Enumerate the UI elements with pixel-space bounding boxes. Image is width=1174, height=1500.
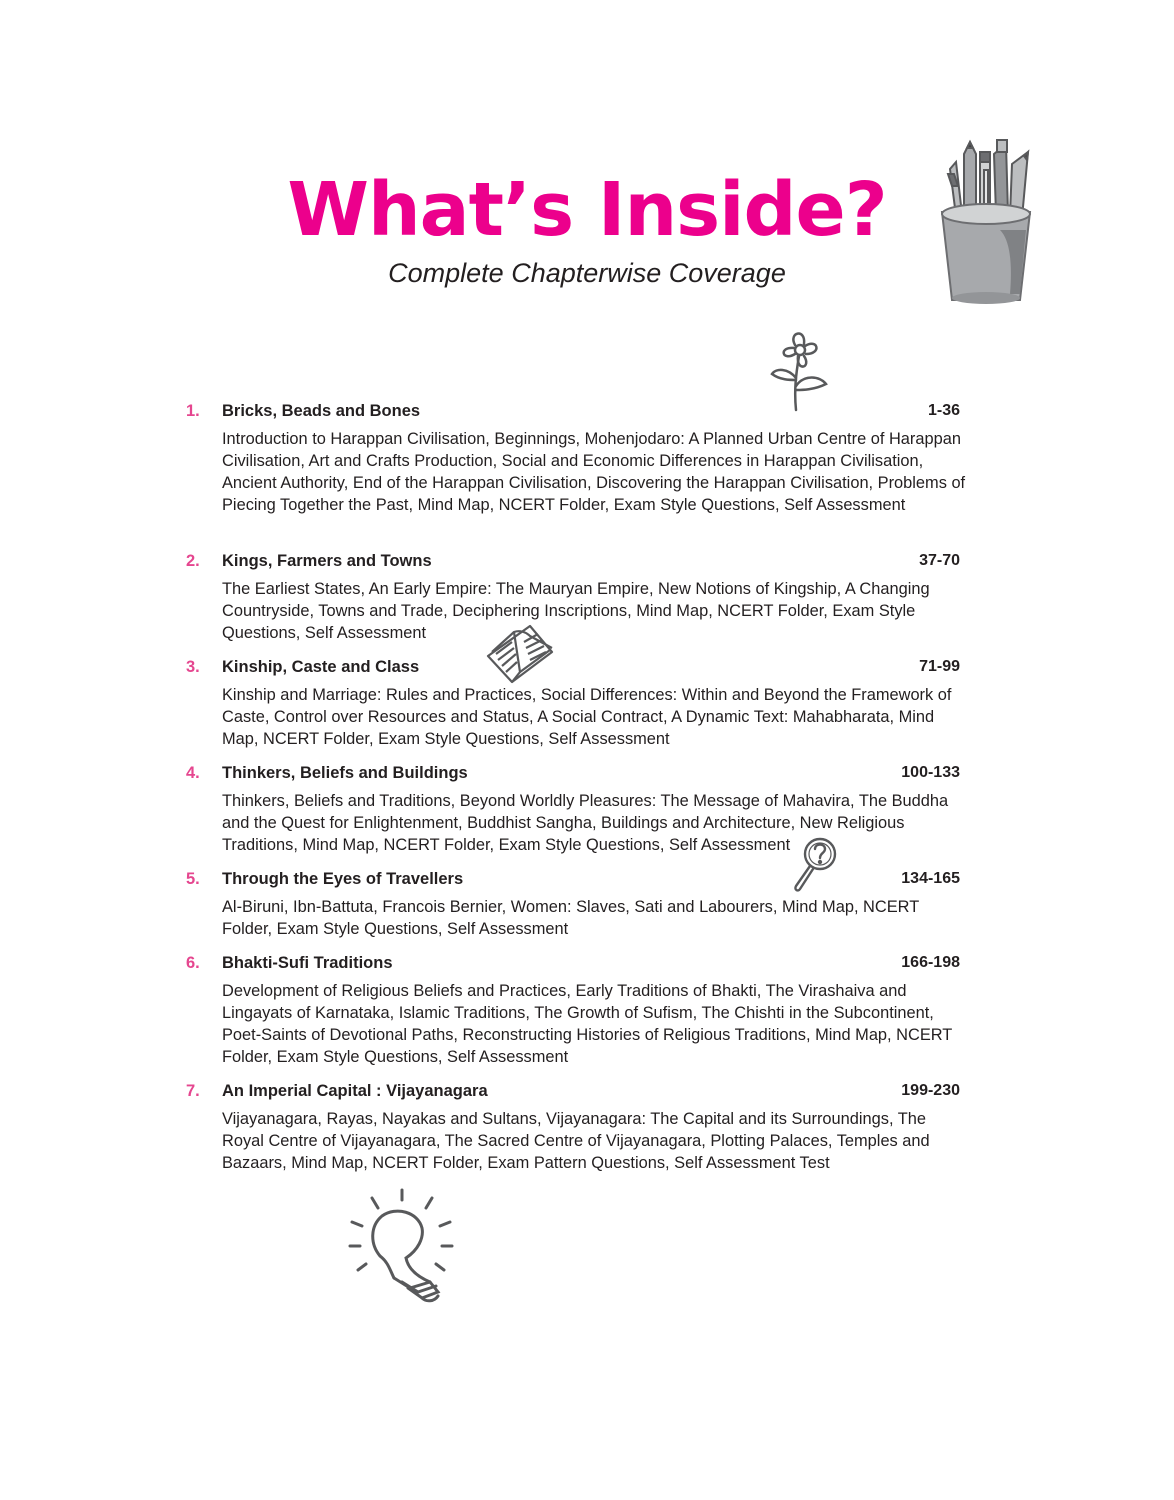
page-subtitle: Complete Chapterwise Coverage [388, 258, 786, 288]
chapter-topics: Al-Biruni, Ibn-Battuta, Francois Bernier, Women: Slaves, Sati and Labourers, Mind Map, NCERT Folder, Exam Style Questions, Self Assessment [222, 898, 919, 938]
chapter-pages: 37-70 [919, 552, 960, 569]
light-bulb-icon [346, 1188, 456, 1304]
page-title: What’s Inside? [287, 167, 887, 253]
chapter-number: 3. [186, 658, 200, 676]
chapter-title: Kings, Farmers and Towns [222, 552, 432, 570]
chapter-number: 2. [186, 552, 200, 570]
chapter-title: An Imperial Capital : Vijayanagara [222, 1082, 488, 1100]
chapter-pages: 134-165 [901, 870, 960, 887]
chapter-pages: 100-133 [901, 764, 960, 781]
chapter-pages: 199-230 [901, 1082, 960, 1099]
chapter-number: 7. [186, 1082, 200, 1100]
chapter-topics: The Earliest States, An Early Empire: The Mauryan Empire, New Notions of Kingship, A Changing Countryside, Towns and Trade, Deciphering Inscriptions, Mind Map, NCERT Folder, Exam Style Questions, Self Assessment [222, 580, 930, 642]
chapter-number: 5. [186, 870, 200, 888]
chapter-topics: Introduction to Harappan Civilisation, Beginnings, Mohenjodaro: A Planned Urban Centre of Harappan Civilisation, Art and Crafts Production, Social and Economic Differences in Harappan Civilisation, Ancient Authority, End of the Harappan Civilisation, Discovering the Harappan Civilisation, Problems of Piecing Together the Past, Mind Map, NCERT Folder, Exam Style Questions, Self Assessment [222, 430, 966, 514]
chapter-title: Kinship, Caste and Class [222, 658, 420, 676]
flower-icon [766, 330, 832, 414]
chapter-topics: Vijayanagara, Rayas, Nayakas and Sultans, Vijayanagara: The Capital and its Surroundings, The Royal Centre of Vijayanagara, The Sacred Centre of Vijayanagara, Plotting Palaces, Temples and Bazaars, Mind Map, NCERT Folder, Exam Pattern Questions, Self Assessment Test [222, 1110, 930, 1172]
chapter-title: Through the Eyes of Travellers [222, 870, 464, 888]
chapter-topics: Development of Religious Beliefs and Practices, Early Traditions of Bhakti, The Virashaiva and Lingayats of Karnataka, Islamic Traditions, The Growth of Sufism, The Chishti in the Subcontinent, Poet-Saints of Devotional Paths, Reconstructing Histories of Religious Traditions, Mind Map, NCERT Folder, Exam Style Questions, Self Assessment [222, 982, 953, 1066]
chapter-pages: 1-36 [927, 402, 960, 419]
chapter-number: 6. [186, 954, 200, 972]
chapter-pages: 166-198 [901, 954, 960, 971]
chapter-pages: 71-99 [919, 658, 960, 675]
chapter-title: Thinkers, Beliefs and Buildings [222, 764, 468, 782]
chapter-number: 1. [186, 402, 200, 420]
chapter-topics: Kinship and Marriage: Rules and Practices, Social Differences: Within and Beyond the Framework of Caste, Control over Resources and Status, A Social Contract, A Dynamic Text: Mahabharata, Mind Map, NCERT Folder, Exam Style Questions, Self Assessment [222, 686, 952, 748]
chapter-topics: Thinkers, Beliefs and Traditions, Beyond Worldly Pleasures: The Message of Mahavira, The Buddha and the Quest for Enlightenment, Buddhist Sangha, Buildings and Architecture, New Religious Traditions, Mind Map, NCERT Folder, Exam Style Questions, Self Assessment [222, 792, 949, 854]
chapter-title: Bricks, Beads and Bones [222, 402, 421, 420]
chapter-number: 4. [186, 764, 200, 782]
pencil-cup-icon [936, 134, 1036, 306]
chapter-title: Bhakti-Sufi Traditions [222, 954, 393, 972]
